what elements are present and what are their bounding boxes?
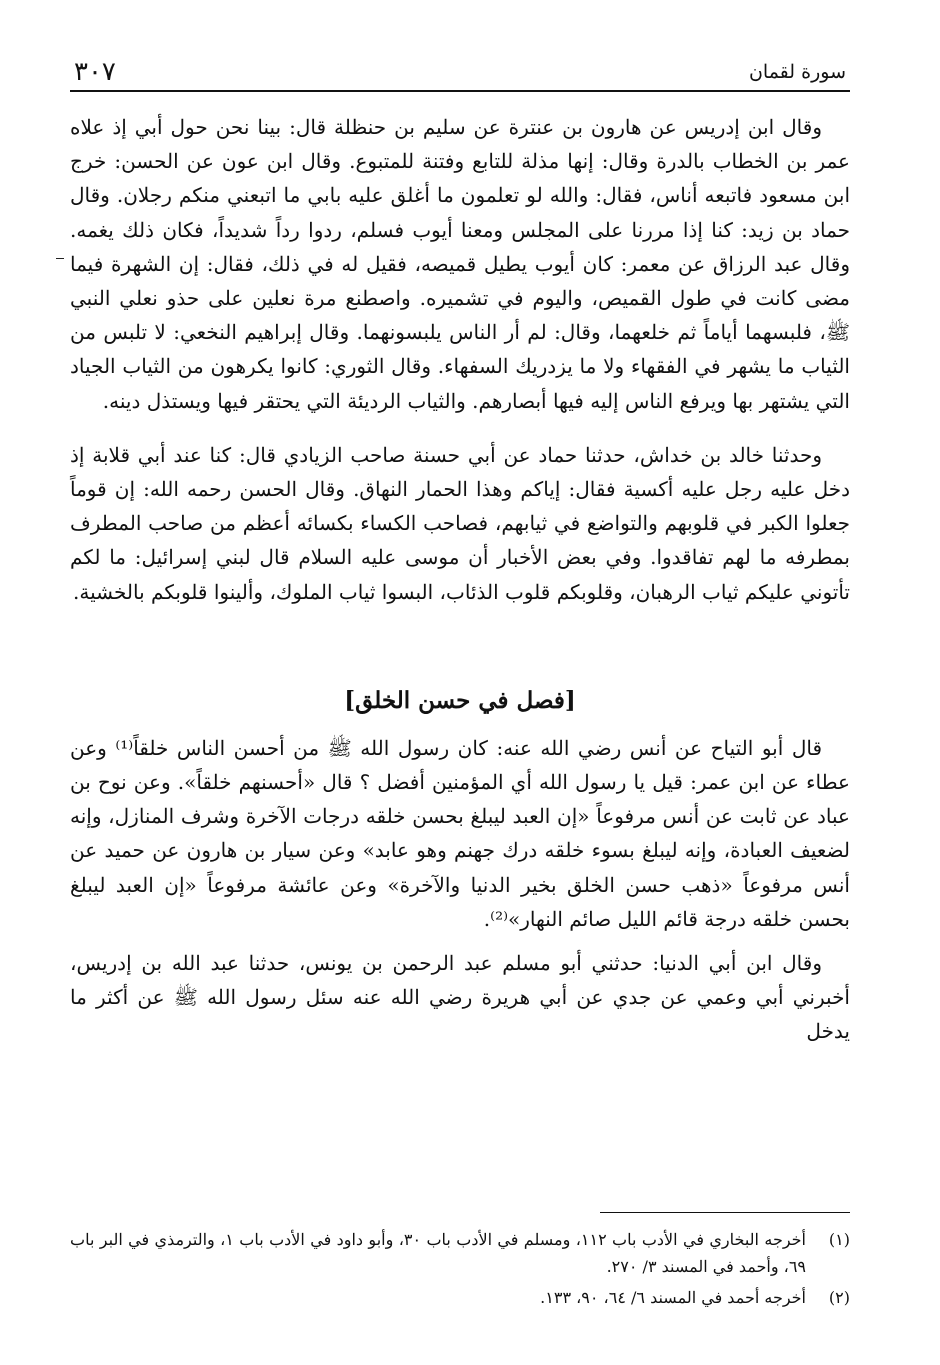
footnote-2	[70, 1284, 850, 1311]
body-text	[70, 110, 850, 1049]
section-gap	[70, 609, 850, 681]
section-heading: [فصل في حسن الخلق]	[344, 686, 576, 714]
paragraph-3	[70, 731, 850, 936]
paragraph-2	[70, 438, 850, 609]
page-number: ٣٠٧	[74, 57, 116, 87]
book-page	[70, 0, 850, 1365]
footnote-number: (١)	[828, 1230, 850, 1249]
paragraph-text: وقال ابن أبي الدنيا: حدثني أبو مسلم عبد الرحمن بن يونس، حدثنا عبد الله بن إدريس، أخبرني أبي وعمي عن جدي عن أبي هريرة رضي الله عنه سئل رسول الله ﷺ عن أكثر ما يدخل	[70, 951, 850, 1044]
footnote-text: أخرجه البخاري في الأدب باب ١١٢، ومسلم في الأدب باب ٣٠، وأبو داود في الأدب باب ١، والترمذي في البر باب ٦٩، وأحمد في المسند ٣/ ٢٧٠.	[70, 1230, 807, 1276]
stray-margin-mark	[56, 258, 64, 259]
surah-title: سورة لقمان	[748, 61, 846, 83]
paragraph-4	[70, 946, 850, 1049]
paragraph-gap	[70, 418, 850, 438]
paragraph-1	[70, 110, 850, 418]
footnote-1	[70, 1226, 850, 1280]
footnotes	[70, 1226, 850, 1315]
footnote-number: (٢)	[828, 1288, 850, 1307]
paragraph-text: قال أبو التياح عن أنس رضي الله عنه: كان رسول الله ﷺ من أحسن الناس خلقاً⁽¹⁾ وعن عطاء عن ابن عمر: قيل يا رسول الله أي المؤمنين أفضل ؟ قال «أحسنهم خلقاً». وعن نوح بن عباد عن ثابت عن أنس مرفوعاً «إن العبد ليبلغ بحسن خلقه درجات الآخرة وشرف المنازل، وإنه لضعيف العبادة، وإنه ليبلغ بسوء خلقه درك جهنم وهو عابد» وعن سيار بن هارون عن حميد عن أنس مرفوعاً «ذهب حسن الخلق بخير الدنيا والآخرة» وعن عائشة مرفوعاً «إن العبد ليبلغ بحسن خلقه درجة قائم الليل صائم النهار»⁽²⁾.	[70, 735, 850, 931]
footnote-rule	[600, 1212, 850, 1213]
footnote-text: أخرجه أحمد في المسند ٦/ ٦٤، ٩٠، ١٣٣.	[540, 1288, 806, 1307]
paragraph-text: وقال ابن إدريس عن هارون بن عنترة عن سليم بن حنظلة قال: بينا نحن حول أبي إذ علاه عمر بن الخطاب بالدرة وقال: إنها مذلة للتابع وفتنة للمتبوع. وقال ابن عون عن الحسن: خرج ابن مسعود فاتبعه أناس، فقال: والله لو تعلمون ما أغلق عليه بابي ما اتبعني منكم رجلان. وقال حماد بن زيد: كنا إذا مررنا على المجلس ومعنا أيوب فسلم، ردوا رداً شديداً، فكان ذلك يغمه. وقال عبد الرزاق عن معمر: كان أيوب يطيل قميصه، فقيل له في ذلك، فقال: إن الشهرة فيما مضى كانت في طول القميص، واليوم في تشميره. واصطنع مرة نعلين على حذو نعلي النبي ﷺ، فلبسهما أياماً ثم خلعهما، وقال: لم أر الناس يلبسونهما. وقال إبراهيم النخعي: لا تلبس من الثياب ما يشهر في الفقهاء ولا ما يزدريك السفهاء. وقال الثوري: كانوا يكرهون من الثياب الجياد التي يشتهر بها ويرفع الناس إليه فيها أبصارهم. والثياب الرديئة التي يحتقر فيها ويستذل دينه.	[70, 115, 851, 413]
running-header	[70, 56, 850, 92]
paragraph-text: وحدثنا خالد بن خداش، حدثنا حماد عن أبي حسنة صاحب الزيادي قال: كنا عند أبي قلابة إذ دخل عليه رجل عليه أكسية فقال: إياكم وهذا الحمار النهاق. وقال الحسن رحمه الله: إن قوماً جعلوا الكبر في قلوبهم والتواضع في ثيابهم، فصاحب الكساء بكسائه أعظم من صاحب المطرف بمطرفه ما لهم تفاقدوا. وفي بعض الأخبار أن موسى عليه السلام قال لبني إسرائيل: ما لكم تأتوني عليكم ثياب الرهبان، وقلوبكم قلوب الذئاب، البسوا ثياب الملوك، وألينوا قلوبكم بالخشية.	[70, 442, 850, 604]
paragraph-gap	[70, 936, 850, 946]
